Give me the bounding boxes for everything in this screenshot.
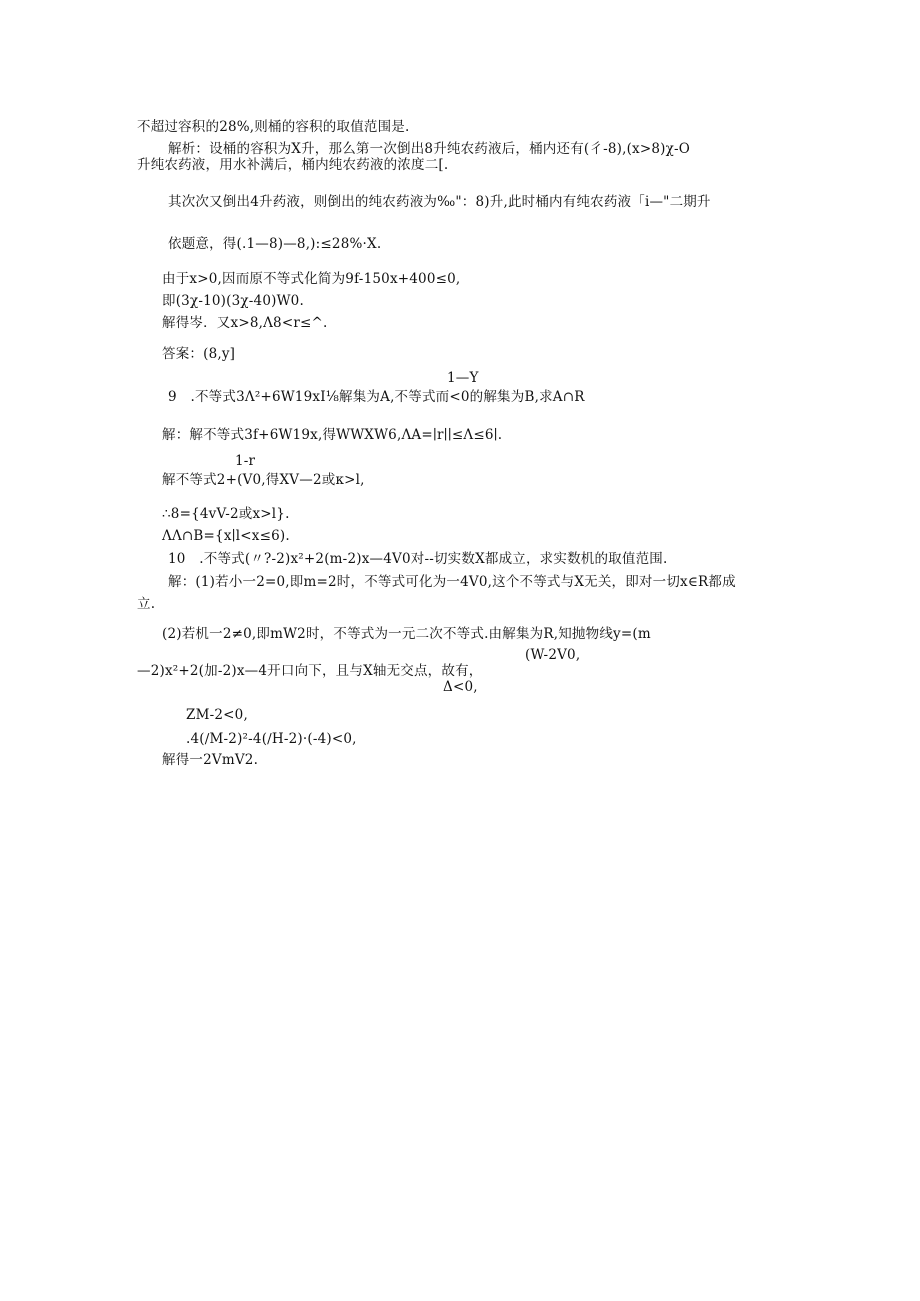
text-line: (W-2V0,	[525, 647, 581, 663]
text-line: 答案：(8,y]	[162, 346, 236, 362]
text-line: 1-r	[235, 453, 256, 469]
text-line: —2)x²+2(加-2)x—4开口向下，且与X轴无交点，故有，	[137, 663, 483, 679]
text-line: 解析：设桶的容积为X升，那么第一次倒出8升纯农药液后，桶内还有(彳-8),(x>8)χ-O	[168, 141, 691, 157]
text-line: 其次次又倒出4升药液，则倒出的纯农药液为‰"：8)升,此时桶内有纯农药液「i—"二期升	[168, 194, 711, 210]
text-line: .4(∕M-2)²-4(∕H-2)·(-4)<0,	[186, 731, 357, 747]
text-line: 解：解不等式3f+6W19x,得WWXW6,ΛA=∣r∣∣≤Λ≤6∣.	[162, 427, 503, 443]
text-line: 不超过容积的28%,则桶的容积的取值范围是.	[137, 119, 410, 135]
text-line: 1—Y	[447, 370, 479, 386]
text-line: 由于x>0,因而原不等式化简为9f-150x+400≤0,	[162, 271, 461, 287]
text-line: 解不等式2+(V0,得XV—2或κ>l,	[162, 472, 365, 488]
text-line: 解：(1)若小一2=0,即m=2时，不等式可化为一4V0,这个不等式与X无关，即对一切x∈R都成	[168, 574, 736, 590]
text-line: 解得岑．又x>8,Λ8<r≤^.	[162, 315, 328, 331]
text-line: 立.	[137, 596, 156, 612]
text-line: 9 .不等式3Λ²+6W19xI⅛解集为A,不等式而<0的解集为B,求A∩R	[168, 389, 585, 405]
text-line: ZM-2<0,	[186, 707, 248, 723]
text-line: 即(3χ-10)(3χ-40)W0.	[162, 293, 304, 309]
text-line: ∴8={4vV-2或x>l}.	[162, 506, 290, 522]
text-line: Δ<0,	[443, 679, 478, 695]
text-line: 10 .不等式(〃?-2)x²+2(m-2)x—4V0对--切实数X都成立，求实数机的取值范围.	[168, 551, 668, 567]
text-line: 解得一2VmV2.	[162, 752, 259, 768]
text-line: (2)若机一2≠0,即mW2时，不等式为一元二次不等式.由解集为R,知抛物线y=(m	[162, 626, 651, 642]
text-line: ΛΛ∩B={x∣l<x≤6).	[162, 528, 290, 544]
text-line: 依题意，得(.1—8)—8,):≤28%·X.	[168, 236, 382, 252]
text-line: 升纯农药液，用水补满后，桶内纯农药液的浓度二[.	[137, 157, 449, 173]
